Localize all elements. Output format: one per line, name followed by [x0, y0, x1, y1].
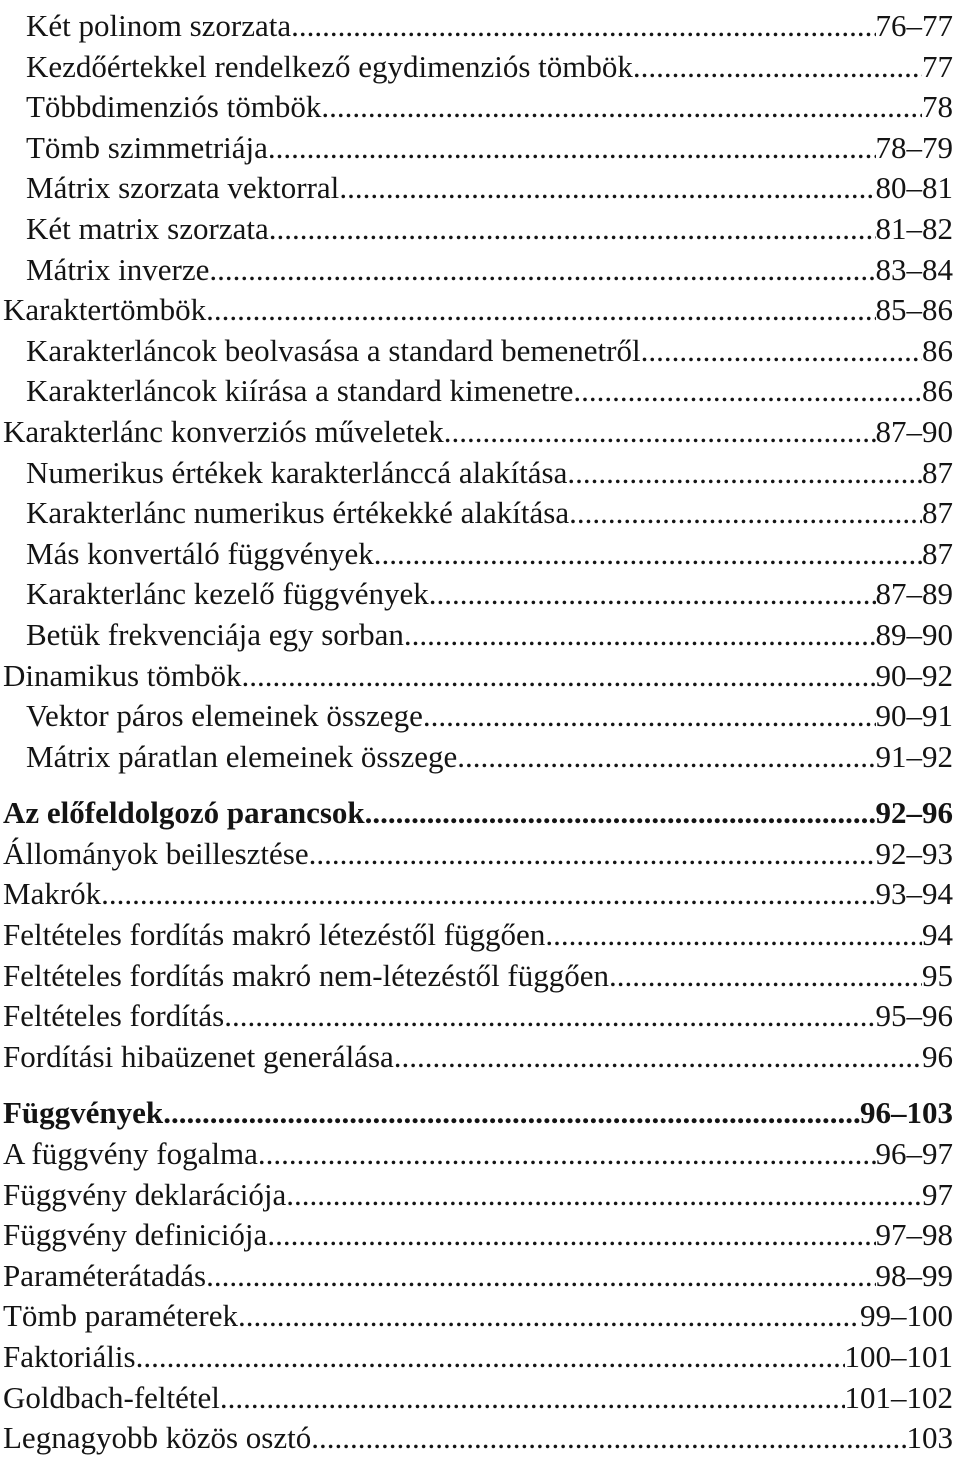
toc-entry-title: Az előfeldolgozó parancsok: [3, 795, 365, 831]
toc-entry-page: 96: [922, 1038, 953, 1074]
dot-leader: [242, 656, 876, 697]
toc-entry[interactable]: [3, 371, 953, 412]
dot-leader: [374, 534, 922, 575]
dot-leader: [457, 737, 875, 778]
toc-entry-title: Paraméterátadás: [3, 1257, 207, 1293]
dot-leader: [339, 168, 875, 209]
dot-leader: [633, 47, 922, 88]
toc-entry-title: Két polinom szorzata: [26, 8, 292, 43]
dot-leader: [404, 615, 876, 656]
toc-entry-title: Karakterlánc konverziós műveletek: [3, 413, 444, 449]
toc-entry-page: 87: [922, 454, 953, 490]
dot-leader: [258, 1134, 876, 1175]
toc-entry-title: Mátrix szorzata vektorral: [26, 170, 340, 206]
toc-entry[interactable]: [3, 656, 953, 697]
toc-entry[interactable]: [3, 168, 953, 209]
dot-leader: [309, 834, 876, 875]
toc-entry[interactable]: [3, 453, 953, 494]
toc-entry-title: Tömb szimmetriája: [26, 129, 268, 165]
dot-leader: [567, 453, 922, 494]
dot-leader: [311, 1418, 906, 1459]
toc-entry-title: Függvények: [3, 1095, 164, 1131]
toc-entry-title: A függvény fogalma: [3, 1136, 258, 1172]
toc-entry-title: Függvény definiciója: [3, 1217, 268, 1253]
toc-entry-page: 81–82: [875, 210, 953, 246]
toc-entry[interactable]: [3, 834, 953, 875]
dot-leader: [220, 1378, 845, 1419]
toc-entry-page: 78: [922, 89, 953, 125]
table-of-contents: [3, 6, 953, 1459]
dot-leader: [365, 793, 876, 834]
toc-entry-page: 103: [906, 1420, 953, 1456]
toc-entry[interactable]: [3, 574, 953, 615]
toc-entry-page: 87: [922, 495, 953, 531]
dot-leader: [206, 1256, 875, 1297]
toc-entry-title: Mátrix páratlan elemeinek összege: [26, 738, 458, 774]
toc-entry-page: 83–84: [875, 251, 953, 287]
toc-entry-page: 97: [922, 1176, 953, 1212]
toc-entry-page: 76–77: [875, 8, 953, 43]
toc-entry-page: 96–103: [860, 1095, 953, 1131]
toc-entry-title: Makrók: [3, 876, 102, 912]
toc-entry[interactable]: [3, 696, 953, 737]
toc-entry-page: 101–102: [844, 1379, 953, 1415]
toc-entry[interactable]: [3, 1418, 953, 1459]
toc-entry[interactable]: [3, 534, 953, 575]
toc-entry-page: 100–101: [844, 1339, 953, 1374]
toc-entry-title: Tömb paraméterek: [3, 1298, 238, 1334]
dot-leader: [163, 1093, 860, 1134]
toc-entry-title: Kezdőértekkel rendelkező egydimenziós tömbök: [26, 48, 633, 84]
toc-entry[interactable]: [3, 290, 953, 331]
toc-entry[interactable]: [3, 331, 953, 372]
toc-entry-page: 87: [922, 535, 953, 571]
dot-leader: [291, 6, 875, 47]
dot-leader: [136, 1337, 845, 1378]
toc-entry-page: 99–100: [860, 1298, 953, 1334]
dot-leader: [286, 1175, 922, 1216]
toc-entry-page: 78–79: [875, 129, 953, 165]
toc-entry-title: Két matrix szorzata: [26, 210, 269, 246]
toc-entry-page: 90–92: [875, 657, 953, 693]
toc-entry[interactable]: [3, 1256, 953, 1297]
dot-leader: [569, 493, 922, 534]
toc-entry[interactable]: [3, 1337, 953, 1378]
toc-entry-title: Karakterlánc numerikus értékekké alakítása: [26, 495, 570, 531]
dot-leader: [238, 1296, 860, 1337]
toc-entry-page: 96–97: [875, 1136, 953, 1172]
toc-entry-page: 86: [922, 332, 953, 368]
dot-leader: [641, 331, 922, 372]
toc-entry-page: 77: [922, 48, 953, 84]
toc-entry-title: Függvény deklarációja: [3, 1176, 287, 1212]
dot-leader: [609, 956, 922, 997]
toc-entry[interactable]: [3, 996, 953, 1037]
toc-entry[interactable]: [3, 1296, 953, 1337]
dot-leader: [444, 412, 876, 453]
toc-entry[interactable]: [3, 874, 953, 915]
toc-entry-page: 93–94: [875, 876, 953, 912]
toc-entry-title: Faktoriális: [3, 1339, 136, 1374]
dot-leader: [267, 1215, 875, 1256]
toc-chapter-entry[interactable]: [3, 1093, 953, 1134]
toc-entry[interactable]: [3, 128, 953, 169]
toc-entry-title: Karakterláncok beolvasása a standard bemenetről: [26, 332, 641, 368]
toc-entry[interactable]: [3, 1037, 953, 1078]
dot-leader: [394, 1037, 922, 1078]
toc-entry[interactable]: [3, 6, 953, 47]
toc-entry-title: Karakterlánc kezelő függvények: [26, 576, 429, 612]
toc-entry-title: Feltételes fordítás: [3, 998, 225, 1034]
toc-entry-title: Feltételes fordítás makró nem-létezéstől függően: [3, 957, 610, 993]
toc-entry[interactable]: [3, 1175, 953, 1216]
dot-leader: [573, 371, 922, 412]
toc-entry-title: Karaktertömbök: [3, 292, 207, 328]
toc-entry-title: Vektor páros elemeinek összege: [26, 698, 423, 734]
toc-entry-page: 86: [922, 373, 953, 409]
toc-entry-title: Numerikus értékek karakterlánccá alakítása: [26, 454, 568, 490]
toc-entry-page: 95–96: [875, 998, 953, 1034]
toc-entry-page: 94: [922, 917, 953, 953]
dot-leader: [101, 874, 875, 915]
dot-leader: [321, 87, 922, 128]
dot-leader: [224, 996, 875, 1037]
toc-entry-title: Goldbach-feltétel: [3, 1379, 220, 1415]
dot-leader: [206, 290, 875, 331]
toc-entry[interactable]: [3, 209, 953, 250]
toc-chapter-entry[interactable]: [3, 793, 953, 834]
toc-entry-title: Legnagyobb közös osztó: [3, 1420, 312, 1456]
toc-entry-title: Fordítási hibaüzenet generálása: [3, 1038, 394, 1074]
toc-entry-page: 87–89: [875, 576, 953, 612]
toc-entry-title: Feltételes fordítás makró létezéstől függően: [3, 917, 546, 953]
toc-entry[interactable]: [3, 87, 953, 128]
dot-leader: [209, 250, 875, 291]
toc-entry-title: Dinamikus tömbök: [3, 657, 242, 693]
toc-entry-page: 92–96: [875, 795, 953, 831]
toc-entry-title: Többdimenziós tömbök: [26, 89, 322, 125]
toc-entry-page: 85–86: [875, 292, 953, 328]
toc-entry-title: Mátrix inverze: [26, 251, 210, 287]
toc-entry-page: 87–90: [875, 413, 953, 449]
toc-entry-page: 97–98: [875, 1217, 953, 1253]
toc-entry-page: 90–91: [875, 698, 953, 734]
toc-entry-page: 80–81: [875, 170, 953, 206]
toc-entry-title: Karakterláncok kiírása a standard kimenetre: [26, 373, 574, 409]
toc-entry-page: 92–93: [875, 835, 953, 871]
dot-leader: [545, 915, 922, 956]
toc-entry-page: 91–92: [875, 738, 953, 774]
toc-entry-page: 95: [922, 957, 953, 993]
toc-entry[interactable]: [3, 1134, 953, 1175]
toc-entry[interactable]: [3, 1378, 953, 1419]
dot-leader: [269, 209, 876, 250]
toc-entry[interactable]: [3, 615, 953, 656]
toc-entry[interactable]: [3, 47, 953, 88]
toc-entry[interactable]: [3, 737, 953, 778]
toc-entry-title: Más konvertáló függvények: [26, 535, 374, 571]
dot-leader: [268, 128, 876, 169]
dot-leader: [423, 696, 876, 737]
toc-entry[interactable]: [3, 412, 953, 453]
toc-entry[interactable]: [3, 250, 953, 291]
toc-entry[interactable]: [3, 1215, 953, 1256]
toc-entry-page: 89–90: [875, 616, 953, 652]
toc-entry[interactable]: [3, 915, 953, 956]
toc-entry[interactable]: [3, 493, 953, 534]
toc-entry[interactable]: [3, 956, 953, 997]
toc-entry-title: Betük frekvenciája egy sorban: [26, 616, 404, 652]
dot-leader: [429, 574, 876, 615]
toc-entry-page: 98–99: [875, 1257, 953, 1293]
toc-entry-title: Állományok beillesztése: [3, 835, 309, 871]
